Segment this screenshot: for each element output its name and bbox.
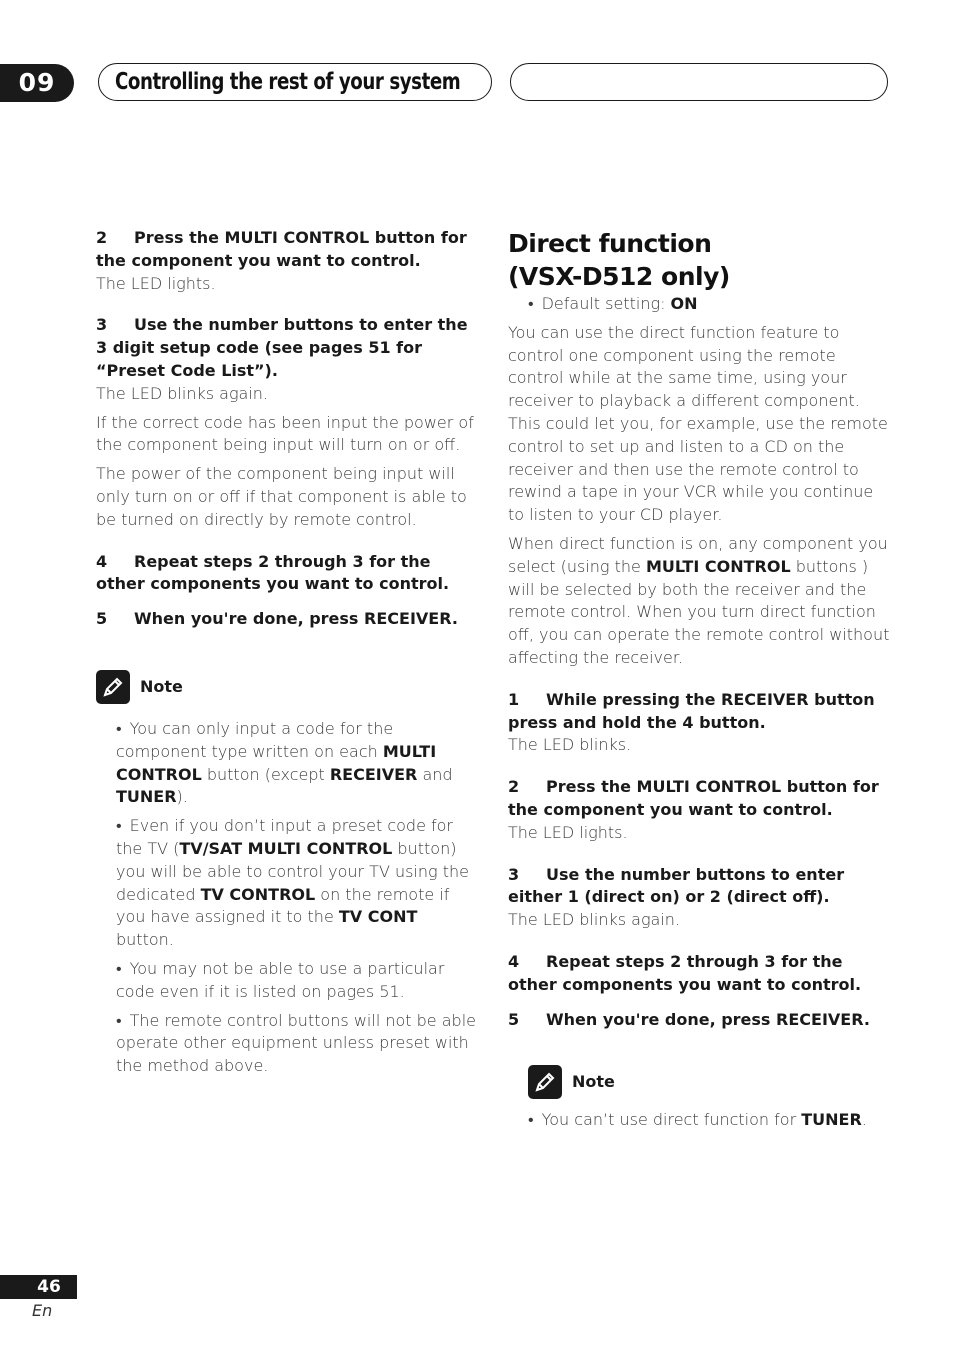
- right-column: [508, 227, 890, 1132]
- step-number: 3: [96, 315, 108, 335]
- step-number: 1: [508, 689, 520, 709]
- step-text: Use the number buttons to enter the 3 digit setup code (see pages 51 for “Preset Code List”).: [96, 315, 468, 380]
- step-text: Press the MULTI CONTROL button for the component you want to control.: [96, 228, 467, 270]
- chapter-title: [98, 63, 492, 101]
- step-5: [508, 1009, 890, 1032]
- default-setting: • Default setting: ON: [528, 294, 698, 313]
- step-number: 5: [508, 1009, 520, 1029]
- paragraph: When direct function is on, any component you select (using the MULTI CONTROL buttons ) will be selected by both the receiver and the remote control. When you turn direct function off, you can operate the remote control without affecting the receiver.: [508, 533, 890, 667]
- step-4: [508, 951, 890, 997]
- step-number: 2: [508, 777, 520, 797]
- step-result: The LED lights.: [508, 822, 628, 842]
- note-item: • You can’t use direct function for TUNER.: [528, 1110, 867, 1130]
- note-item: • You may not be able to use a particular code even if it is listed on pages 51.: [116, 958, 445, 1001]
- pencil-icon: [96, 670, 130, 704]
- paragraph: You can use the direct function feature to control one component using the remote control while at the same time, using your receiver to playback a different component. This could let you, for example, use the remote control to set up and listen to a CD on the receiver and then use the remote control to rewind a tape in your VCR while you continue to listen to your CD player.: [508, 322, 888, 525]
- step-3: [508, 864, 890, 910]
- step-2: [96, 227, 476, 273]
- left-column: [96, 227, 476, 1078]
- chapter-title-text: Controlling the rest of your system: [115, 69, 461, 95]
- step-result: The LED blinks.: [508, 735, 632, 755]
- note-bullets: [116, 718, 476, 1078]
- pencil-icon: [528, 1065, 562, 1099]
- step-text: When you're done, press RECEIVER.: [546, 1009, 870, 1029]
- heading-line: (VSX-D512 only): [508, 262, 730, 291]
- note-header: [96, 670, 476, 704]
- paragraph: If the correct code has been input the power of the component being input will turn on or off.: [96, 412, 474, 455]
- step-4: [96, 551, 476, 597]
- step-text: Use the number buttons to enter either 1 (direct on) or 2 (direct off).: [508, 864, 845, 907]
- note-item: • You can only input a code for the component type written on each MULTI CONTROL button (except RECEIVER and TUNER).: [116, 718, 453, 807]
- step-result: The LED blinks again.: [96, 383, 269, 403]
- step-2: [508, 776, 890, 822]
- step-number: 5: [96, 609, 108, 629]
- step-5: [96, 608, 476, 631]
- note-item: • Even if you don’t input a preset code for the TV (TV/SAT MULTI CONTROL button) you will be able to control your TV using the dedicated TV CONTROL on the remote if you have assigned it to the TV CONT button.: [116, 816, 469, 950]
- step-result: The LED lights.: [96, 273, 216, 293]
- step-1: [508, 689, 890, 735]
- page-language: En: [32, 1301, 53, 1320]
- note-label: Note: [572, 1071, 615, 1091]
- step-number: 4: [508, 951, 520, 971]
- section-heading: [508, 227, 890, 293]
- note-item: • The remote control buttons will not be able operate other equipment unless preset with the method above.: [116, 1010, 476, 1076]
- blank-header-pill: [510, 63, 888, 101]
- chapter-number-tab: 09: [0, 64, 74, 102]
- step-result: The LED blinks again.: [508, 910, 681, 930]
- paragraph: The power of the component being input will only turn on or off if that component is able to be turned on directly by remote control.: [96, 464, 467, 529]
- step-text: Press the MULTI CONTROL button for the component you want to control.: [508, 777, 879, 819]
- step-text: Repeat steps 2 through 3 for the other components you want to control.: [96, 551, 450, 594]
- step-3: [96, 314, 476, 382]
- step-number: 3: [508, 864, 520, 884]
- step-text: When you're done, press RECEIVER.: [134, 609, 458, 629]
- step-number: 2: [96, 228, 108, 247]
- note-header: [528, 1065, 890, 1099]
- step-text: Repeat steps 2 through 3 for the other components you want to control.: [508, 951, 862, 994]
- page-number: 46: [0, 1275, 77, 1299]
- heading-line: Direct function: [508, 229, 712, 258]
- note-label: Note: [140, 676, 183, 696]
- step-number: 4: [96, 551, 108, 571]
- step-text: While pressing the RECEIVER button press and hold the 4 button.: [508, 689, 875, 732]
